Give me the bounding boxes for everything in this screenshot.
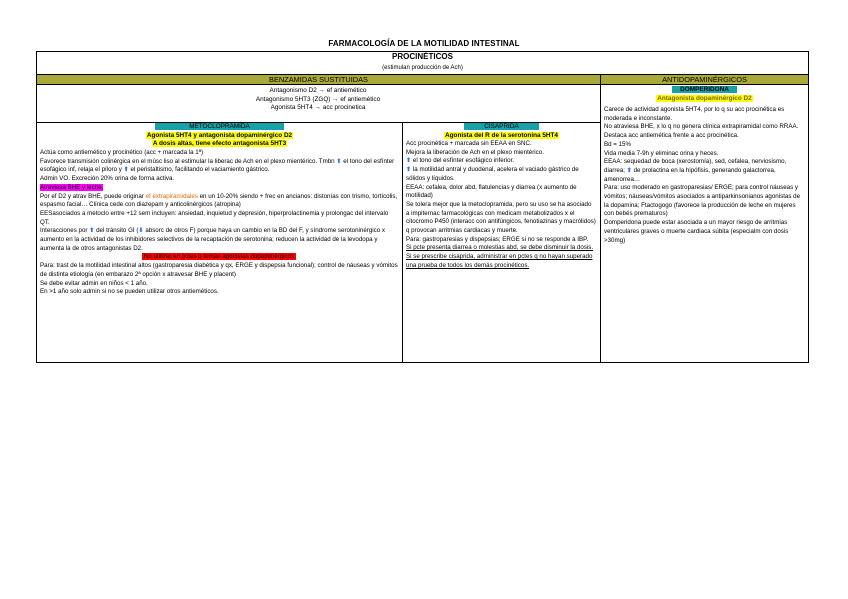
cisaprida-header (403, 123, 600, 132)
domperidona-label: DOMPERIDONA (672, 86, 737, 93)
domperidona-indications: Para: uso moderado en gastroparesias/ ERGE; para control náuseas y vómitos; náuseas/vómitos asociados a antiparkinsonianos agonistas de la dopamina; Ftactogogo (favorece la producción de leche en mujeres con bebés prematuros) (604, 184, 801, 218)
antidopaminergicos-header-label: ANTIDOPAMINÉRGICOS (662, 74, 747, 84)
metoclopramida-action: Actúa como antiemético y procinético (acc + marcada la 1ª) (40, 149, 204, 156)
domperidona-subtitle (601, 95, 808, 104)
domperidona-mechanism: Antagonista dopaminérgico D2 (657, 95, 752, 102)
cisaprida-side-effects: EEAA: cefalea, dolor abd, flatulencias y diarrea (x aumento de motilidad) (406, 183, 577, 200)
divider (36, 84, 809, 85)
metoclopramida-label: METOCLOPRAMIDA (155, 123, 284, 130)
metoclopramida-interactions (40, 227, 398, 253)
text-run: EEAA: sequedad de boca (xerostomía), sed, cefalea, nerviosismo, diarrea; (604, 158, 787, 174)
domperidona-antiemetic: Destaca acc antiemética frente a acc procinética. (604, 132, 739, 140)
cisaprida-tone (406, 157, 596, 166)
domperidona-body (604, 106, 805, 245)
cisaprida-label: CISAPRIDA (464, 123, 538, 130)
down-arrow-icon: ⬇ (138, 227, 144, 235)
magenta-highlight: Atraviesa BHE y leche. (40, 183, 104, 191)
text-run: de prolactina en la hipófisis, generando galactorrea, amenorrea… (604, 166, 776, 183)
section-title: PROCINÉTICOS (392, 52, 453, 61)
text-run: Interacciones por (40, 227, 90, 235)
metoclopramida-children: Se debe evitar admin en niños < 1 año. (40, 279, 148, 287)
metoclopramida-body (40, 149, 398, 297)
cisaprida-indications: Para: gastroparesias y dispepsias; ERGE si no se responde a IBP. (406, 235, 589, 243)
mechanism-line: Antagonismo 5HT3 (ZGQ) → ef antiemético (255, 95, 381, 103)
domperidona-header (601, 86, 808, 95)
cisaprida-mechanism: Agonista del R de la serotonina 5HT4 (445, 131, 558, 139)
text-run: la motilidad antral y duodenal, acelera el vaciado gástrico de sólidos y líquidos. (406, 166, 579, 182)
metoclopramida-sub2 (37, 140, 402, 149)
divider (600, 74, 601, 363)
domperidona-side-effects (604, 158, 805, 184)
text-run: del tránsito GI ( (94, 227, 139, 235)
page-title: FARMACOLOGÍA DE LA MOTILIDAD INTESTINAL (328, 39, 520, 48)
up-arrow-icon: ⬆ (406, 166, 412, 174)
domperidona-risk: Domperidona puede estar asociada a un mayor riesgo de arritmias ventriculares graves o muerte cardiaca súbita (especialm con dosis >30mg) (604, 219, 789, 244)
metoclopramida-warning (40, 253, 398, 262)
text-run: Favorece transmisión colinérgica en el músc liso al estimular la liberac de Ach en el plexo mientérico. Tmbn (40, 157, 337, 165)
benzamidas-header-label: BENZAMIDAS SUSTITUIDAS (269, 74, 368, 84)
section-subtitle: (estimulan producción de Ach) (382, 65, 463, 71)
cisaprida-ach: Mejora la liberación de Ach en el plexo mientérico. (406, 148, 544, 156)
domperidona-half-life: Vida media 7-9h y eliminac orina y heces. (604, 149, 719, 157)
domperidona-bhe: No atraviesa BHE, x lo q no genera clínica extrapiramidal como RRAA. (604, 123, 799, 131)
divider (402, 122, 403, 363)
cisaprida-action: Acc procinética + marcada sin EEAA en SNC. (406, 140, 532, 147)
metoclopramida-bhe-note (40, 184, 398, 193)
up-arrow-icon: ⬆ (89, 227, 95, 235)
cisaprida-tolerance: Se tolera mejor que la metoclopramida, pero su uso se ha asociado a impiternac farmacológicas con medicam metabolizados x el citocromo P450 (interacc con antifúngicos, fenotiazinas y macrólidos) q provocan arritmias cardiacas y muerte. (406, 200, 596, 235)
metoclopramida-mechanism: Agonista 5HT4 y antagonista dopaminérgico D2 (146, 131, 293, 139)
text-run: el tono del esfínter esofágico inferior. (411, 157, 515, 165)
domperidona-bioavailability: Bd = 15% (604, 140, 632, 148)
up-arrow-icon: ⬆ (336, 157, 342, 165)
cisaprida-prescription-note: Si se prescribe cisaprida, administrar en pctes q no hayan superado una prueba de todos los demás procinéticos. (406, 253, 593, 269)
domperidona-activity: Carece de actividad agonista 5HT4, por lo q su acc procinética es moderada e inconstante. (604, 106, 785, 122)
benzamidas-mechanisms (36, 87, 600, 113)
up-arrow-icon: ⬆ (123, 166, 129, 174)
cisaprida-motility (406, 166, 596, 183)
metoclopramida-over-one: En >1 año solo admin si no se pueden utilizar otros antieméticos. (40, 288, 219, 296)
cisaprida-sub1 (403, 132, 600, 141)
text-run: en un 10-20% siendo + frec en ancianos: distonías con trismo, tortícolis, espasmo facial… Clínica cede con diazepam y anticolinérgicos (atropina) (40, 192, 398, 209)
mechanism-line: Antagonismo D2 → ef antiemético (269, 87, 367, 94)
text-run: el peristaltismo, facilitando el vaciamiento gástrico. (128, 166, 270, 174)
red-highlight: No utilizar en pctes q toman agonistas dopaminérgicos (143, 253, 295, 261)
cisaprida-body (406, 140, 596, 271)
metoclopramida-indications: Para: trast de la motilidad intestinal altos (gastroparesia diabética y qx, ERGE y dispepsia funcional); control de náuseas y vómitos de distinta etiología (en embarazo 2ª opción x atravesar BHE y placent) (40, 262, 398, 278)
text-run: el tono del esfínter esofágico inf, relaja el píloro y (40, 157, 395, 174)
up-arrow-icon: ⬆ (406, 157, 412, 165)
metoclopramida-admin: Admin VO. Excreción 20% orina de forma activa. (40, 175, 175, 183)
metoclopramida-extrapyramidal (40, 193, 398, 210)
extrapyramidal-effects: ef extrapiramidales (145, 192, 198, 200)
up-arrow-icon: ⬆ (626, 166, 632, 174)
mechanism-line: Agonista 5HT4 → acc procinetica (270, 104, 366, 112)
metoclopramida-high-dose: A dosis altas, tiene efecto antagonista 5HT3 (152, 140, 287, 147)
cisaprida-dose-note: Si pcte presenta diarrea o molestias abd, se debe disminuir la dosis. (406, 244, 594, 252)
metoclopramida-side-effects: EESasociados a metoclo entre +12 sem incluyen: ansiedad, inquietud y depresión, hiperprolactinemia y prolongac del intervalo QT. (40, 209, 389, 226)
metoclopramida-header (37, 123, 402, 132)
text-run: absorc de otros F) porque haya un cambio en la BD del F, y síndrome serotoninérgico x aumento en la actividad de los inhibidores selectivos de la recaptación de serotonina; reducen la actividad de la levodopa y aumenta la de otros antagonistas D2. (40, 227, 386, 252)
metoclopramida-mechanism-text (40, 158, 398, 175)
text-run: Por ef D2 y atrav BHE, puede originar (40, 192, 146, 200)
metoclopramida-sub1 (37, 132, 402, 141)
